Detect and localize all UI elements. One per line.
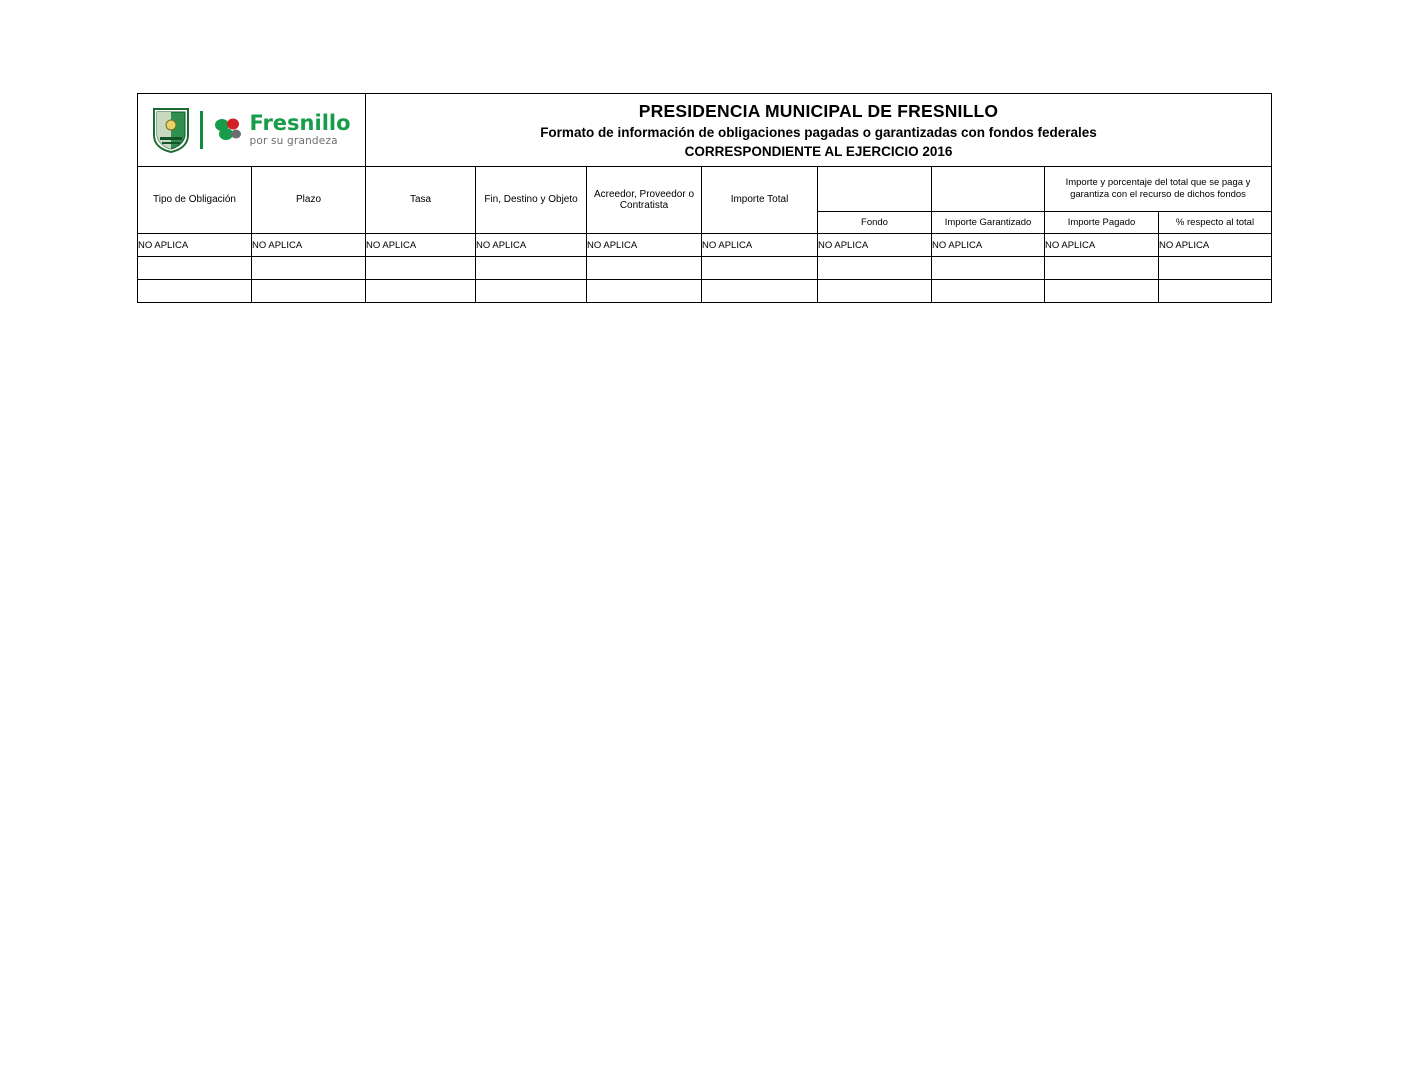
cell-importe-total bbox=[702, 257, 818, 280]
table-row bbox=[138, 257, 1272, 280]
fresnillo-logo bbox=[213, 113, 350, 147]
cell-importe-garantizado: NO APLICA bbox=[932, 234, 1045, 257]
column-header-tasa: Tasa bbox=[366, 167, 476, 234]
cell-fin-destino-objeto bbox=[476, 280, 587, 303]
cell-fondo bbox=[818, 280, 932, 303]
coat-of-arms-icon bbox=[152, 107, 190, 153]
column-header-porcentaje-respecto-total: % respecto al total bbox=[1159, 211, 1272, 233]
brand-tagline: por su grandeza bbox=[249, 135, 338, 148]
column-header-fondo: Fondo bbox=[818, 211, 932, 233]
cell-tipo-obligacion: NO APLICA bbox=[138, 234, 252, 257]
cell-tasa: NO APLICA bbox=[366, 234, 476, 257]
cell-porcentaje-respecto-total bbox=[1159, 257, 1272, 280]
cell-fondo: NO APLICA bbox=[818, 234, 932, 257]
document-title-cell bbox=[366, 94, 1272, 167]
cell-acreedor-proveedor-contratista: NO APLICA bbox=[587, 234, 702, 257]
obligations-table bbox=[137, 93, 1272, 303]
cell-plazo bbox=[252, 280, 366, 303]
cell-importe-pagado: NO APLICA bbox=[1045, 234, 1159, 257]
table-row bbox=[138, 280, 1272, 303]
column-header-importe-total: Importe Total bbox=[702, 167, 818, 234]
cell-importe-garantizado bbox=[932, 257, 1045, 280]
table-row bbox=[138, 234, 1272, 257]
spacer-cell-fondo bbox=[818, 167, 932, 212]
column-header-tipo-obligacion: Tipo de Obligación bbox=[138, 167, 252, 234]
group-header-importe-porcentaje: Importe y porcentaje del total que se paga y garantiza con el recurso de dichos fondos bbox=[1045, 167, 1272, 212]
cell-importe-garantizado bbox=[932, 280, 1045, 303]
cell-plazo bbox=[252, 257, 366, 280]
column-header-row bbox=[138, 167, 1272, 212]
title-line-2: Formato de información de obligaciones pagadas o garantizadas con fondos federales bbox=[540, 125, 1097, 140]
cell-tipo-obligacion bbox=[138, 280, 252, 303]
cell-fondo bbox=[818, 257, 932, 280]
cell-importe-total: NO APLICA bbox=[702, 234, 818, 257]
title-line-1: PRESIDENCIA MUNICIPAL DE FRESNILLO bbox=[638, 101, 999, 121]
cell-porcentaje-respecto-total: NO APLICA bbox=[1159, 234, 1272, 257]
column-header-acreedor-proveedor-contratista: Acreedor, Proveedor o Contratista bbox=[587, 167, 702, 234]
cell-importe-total bbox=[702, 280, 818, 303]
cell-importe-pagado bbox=[1045, 257, 1159, 280]
cell-tasa bbox=[366, 280, 476, 303]
cell-tipo-obligacion bbox=[138, 257, 252, 280]
brand-title: Fresnillo bbox=[249, 111, 351, 136]
logo-divider bbox=[200, 111, 203, 149]
column-header-importe-pagado: Importe Pagado bbox=[1045, 211, 1159, 233]
cell-fin-destino-objeto: NO APLICA bbox=[476, 234, 587, 257]
fresnillo-mark-icon bbox=[213, 117, 243, 143]
cell-porcentaje-respecto-total bbox=[1159, 280, 1272, 303]
column-header-importe-garantizado: Importe Garantizado bbox=[932, 211, 1045, 233]
cell-fin-destino-objeto bbox=[476, 257, 587, 280]
cell-importe-pagado bbox=[1045, 280, 1159, 303]
column-header-fin-destino-objeto: Fin, Destino y Objeto bbox=[476, 167, 587, 234]
title-line-3: CORRESPONDIENTE AL EJERCICIO 2016 bbox=[684, 144, 953, 159]
cell-acreedor-proveedor-contratista bbox=[587, 257, 702, 280]
header-row bbox=[138, 94, 1272, 167]
cell-plazo: NO APLICA bbox=[252, 234, 366, 257]
logo-cell bbox=[138, 94, 366, 167]
document-sheet bbox=[137, 93, 1271, 303]
cell-tasa bbox=[366, 257, 476, 280]
spacer-cell-garantizado bbox=[932, 167, 1045, 212]
cell-acreedor-proveedor-contratista bbox=[587, 280, 702, 303]
column-header-plazo: Plazo bbox=[252, 167, 366, 234]
